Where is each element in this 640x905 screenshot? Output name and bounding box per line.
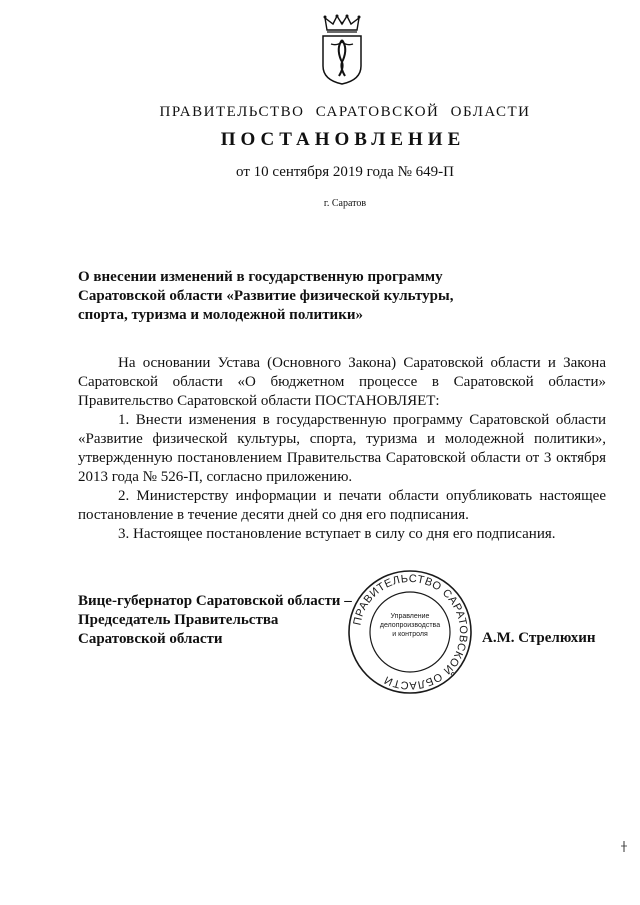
scan-mark-icon <box>620 840 628 854</box>
decree-date-number: от 10 сентября 2019 года № 649-П <box>236 164 454 180</box>
item-3-paragraph: 3. Настоящее постановление вступает в силу со дня его подписания. <box>118 526 556 542</box>
stamp-inner-line: и контроля <box>392 631 428 638</box>
signatory-name: А.М. Стрелюхин <box>482 630 596 646</box>
city-label: г. Саратов <box>323 198 367 209</box>
signatory-title-line: Саратовской области <box>78 631 223 647</box>
signatory-title-line: Вице-губернатор Саратовской области – <box>78 593 352 609</box>
subject-line: О внесении изменений в государственную программу <box>78 269 443 285</box>
government-heading: ПРАВИТЕЛЬСТВО САРАТОВСКОЙ ОБЛАСТИ <box>159 104 531 120</box>
stamp-inner-line: Управление <box>390 613 430 620</box>
document-type-title: ПОСТАНОВЛЕНИЕ <box>220 129 466 150</box>
item-1-paragraph: 1. Внести изменения в государственную программу Саратовской области «Развитие физической культуры, спорта, туризма и молодежной политики», утвержденную постановлением Правительства Саратовской области от 3 октября 2013 года № 526-П, согласно приложению. <box>78 412 606 485</box>
decree-subject <box>78 268 518 325</box>
stamp-ring-text: ПРАВИТЕЛЬСТВО САРАТОВСКОЙ ОБЛАСТИ <box>351 572 470 692</box>
intro-paragraph: На основании Устава (Основного Закона) Саратовской области и Закона Саратовской области «О бюджетном процессе в Саратовской области» Правительство Саратовской области ПОСТАНОВЛЯЕТ: <box>78 355 606 409</box>
subject-line: Саратовской области «Развитие физической культуры, <box>78 288 454 304</box>
decree-body <box>78 354 606 544</box>
subject-line: спорта, туризма и молодежной политики» <box>78 307 363 323</box>
signatory-title <box>78 592 378 649</box>
coat-of-arms-emblem <box>319 14 365 86</box>
stamp-inner-line: делопроизводства <box>379 622 441 629</box>
stamp-inner-text <box>346 612 474 639</box>
item-2-paragraph: 2. Министерству информации и печати области опубликовать настоящее постановление в течение десяти дней со дня его подписания. <box>78 488 606 523</box>
signatory-title-line: Председатель Правительства <box>78 612 279 628</box>
